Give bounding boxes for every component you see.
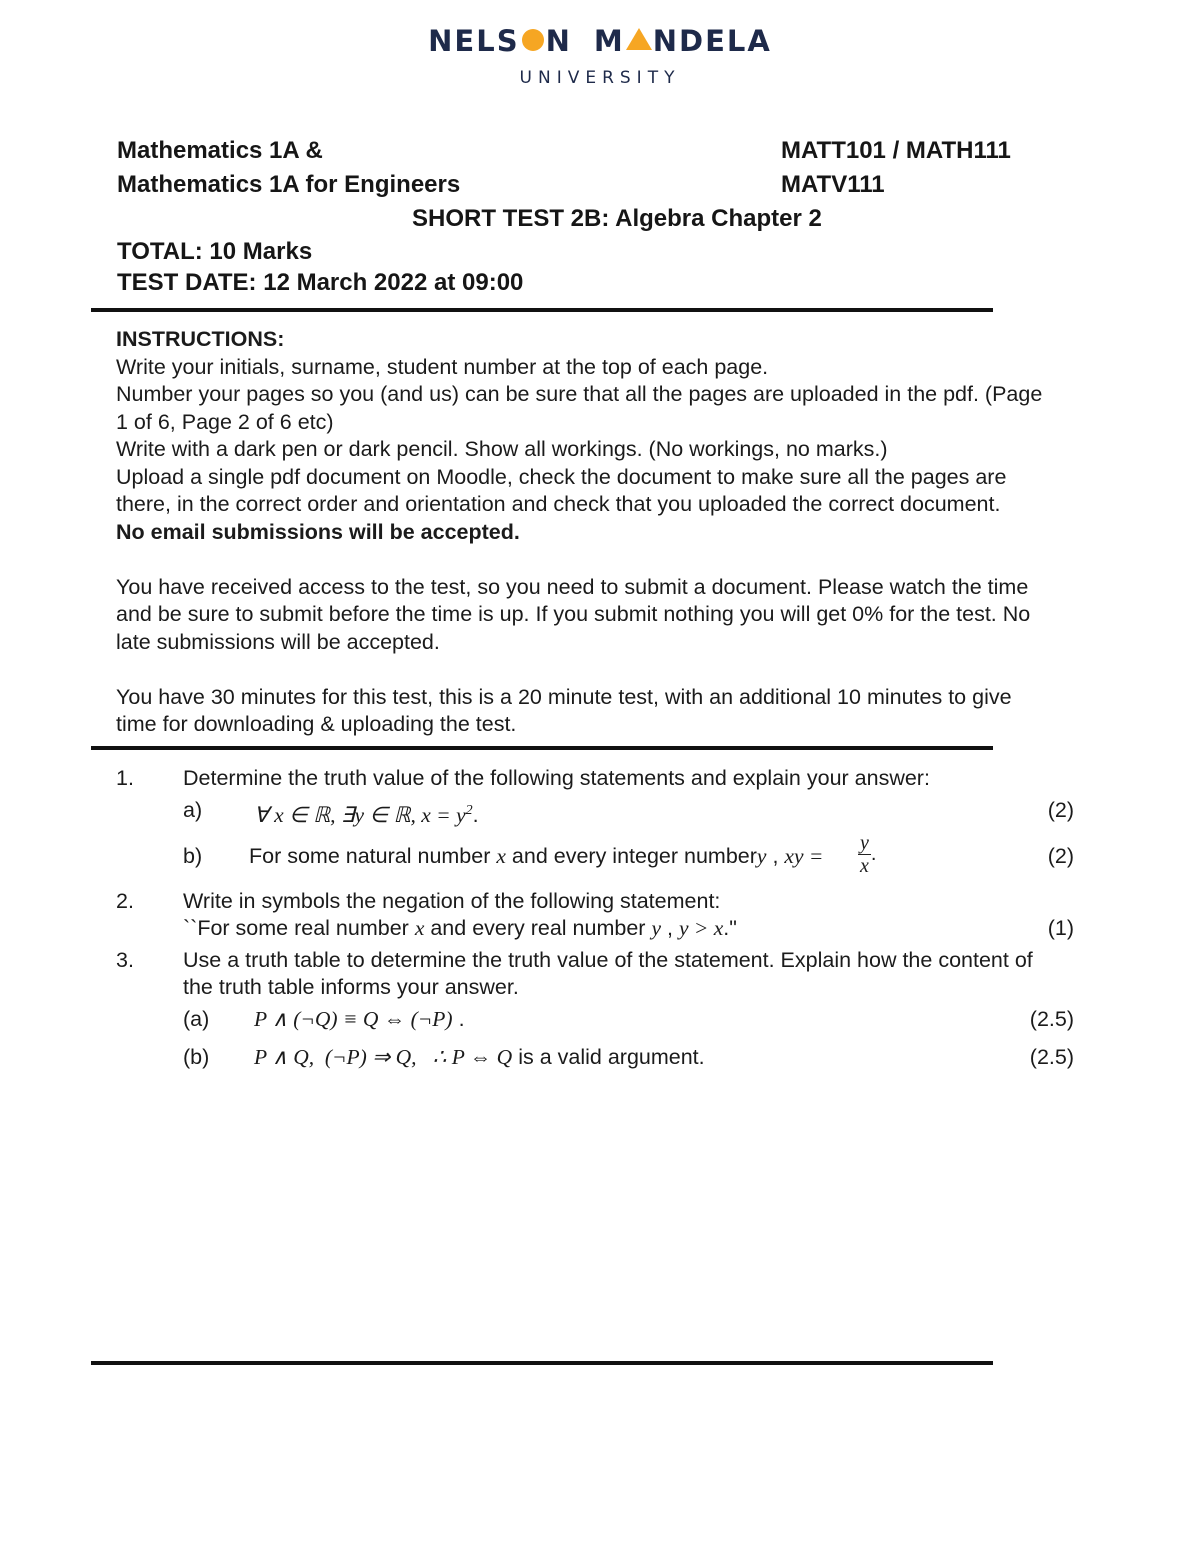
question-2-text: Write in symbols the negation of the following statement:: [183, 889, 721, 913]
fraction: $\frac{y}{x}$ .: [860, 832, 877, 877]
question-2-marks: (1): [1047, 916, 1074, 940]
logo-subtitle: UNIVERSITY: [519, 68, 681, 88]
question-1a-marks: (2): [1047, 798, 1074, 822]
math-expression: ∀ x ∈ ℝ, ∃y ∈ ℝ, x = y: [254, 803, 466, 828]
instruction-line: Upload a single pdf document on Moodle, check the document to make sure all the pages are: [116, 464, 1007, 489]
logo-text-part4: NDELA: [652, 24, 772, 58]
instruction-line: 1 of 6, Page 2 of 6 etc): [116, 409, 334, 434]
course-name-2: Mathematics 1A for Engineers: [117, 171, 461, 198]
instructions-heading: INSTRUCTIONS:: [116, 327, 285, 351]
instruction-warning: No email submissions will be accepted.: [116, 519, 520, 544]
test-title: SHORT TEST 2B: Algebra Chapter 2: [412, 205, 822, 232]
fraction-numerator: y: [860, 832, 869, 854]
question-1-text: Determine the truth value of the following statements and explain your answer:: [183, 766, 930, 790]
question-2-number: 2.: [116, 889, 134, 913]
question-3-text-line1: Use a truth table to determine the truth value of the statement. Explain how the content of: [183, 948, 1033, 972]
instruction-line: there, in the correct order and orientation and check that you uploaded the correct document.: [116, 492, 1001, 516]
logo-sun-icon: [522, 29, 544, 51]
divider-bottom: [91, 1361, 993, 1365]
logo-text-part3: M: [593, 24, 625, 58]
question-3a-statement: P ∧ (¬Q) ≡ Q ⇔ (¬P) .: [254, 1007, 465, 1031]
paragraph-line: time for downloading & uploading the test.: [116, 712, 517, 736]
question-3-text-line2: the truth table informs your answer.: [183, 975, 519, 999]
test-date: TEST DATE: 12 March 2022 at 09:00: [117, 269, 524, 296]
question-1b-marks: (2): [1047, 844, 1074, 868]
course-code-1: MATT101 / MATH111: [781, 137, 1011, 164]
question-1a-label: a): [183, 798, 203, 822]
instruction-line: Number your pages so you (and us) can be sure that all the pages are uploaded in the pdf. (Page: [116, 382, 1043, 406]
logo-text-part2: N: [545, 24, 572, 58]
course-code-2: MATV111: [781, 171, 885, 198]
total-marks: TOTAL: 10 Marks: [117, 238, 313, 265]
instructions-block: [116, 326, 1086, 739]
question-1b-statement: For some natural number x and every integer numbery , xy =: [249, 844, 824, 868]
question-1b-label: b): [183, 844, 203, 868]
question-1-number: 1.: [116, 766, 134, 790]
math-exponent: 2: [465, 803, 473, 818]
course-name-1: Mathematics 1A &: [117, 137, 323, 164]
university-logo: [0, 22, 1200, 88]
paragraph-line: late submissions will be accepted.: [116, 629, 440, 654]
logo-text-part1: NELS: [428, 24, 520, 58]
divider-top: [91, 308, 993, 312]
question-3b-marks: (2.5): [1029, 1045, 1074, 1069]
paragraph-line: and be sure to submit before the time is up. If you submit nothing you will get 0% for the test. No: [116, 602, 1031, 626]
logo-triangle-icon: [626, 28, 652, 50]
question-3-number: 3.: [116, 948, 134, 972]
paragraph-line: You have 30 minutes for this test, this is a 20 minute test, with an additional 10 minutes to give: [116, 684, 1012, 709]
question-1a-statement: ∀ x ∈ ℝ, ∃y ∈ ℝ, $x = y^2$.: [254, 803, 479, 828]
question-3a-label: (a): [183, 1007, 210, 1031]
question-2-statement: ``For some real number x and every real number y , y > x.": [183, 916, 737, 940]
logo-wordmark: [0, 22, 1200, 58]
divider-middle: [91, 746, 993, 750]
paragraph-line: You have received access to the test, so you need to submit a document. Please watch the time: [116, 574, 1029, 599]
fraction-denominator: x: [860, 855, 869, 877]
question-3a-marks: (2.5): [1029, 1007, 1074, 1031]
instruction-line: Write your initials, surname, student number at the top of each page.: [116, 354, 769, 379]
instruction-line: Write with a dark pen or dark pencil. Show all workings. (No workings, no marks.): [116, 437, 888, 461]
question-3b-statement: P ∧ Q, (¬P) ⇒ Q, ∴ P ⇔ Q is a valid argument.: [254, 1045, 705, 1069]
question-3b-label: (b): [183, 1045, 210, 1069]
